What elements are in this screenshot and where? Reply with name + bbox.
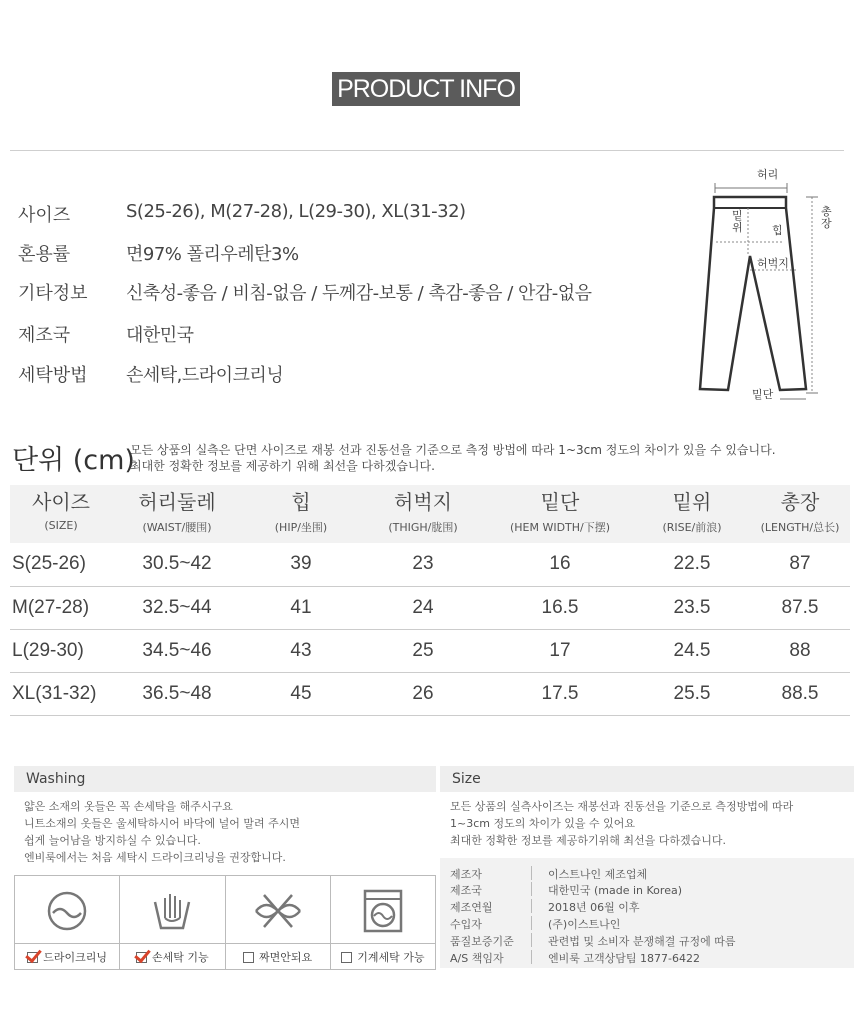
info-value: S(25-26), M(27-28), L(29-30), XL(31-32) xyxy=(126,201,466,222)
spec-key: 제조연월 xyxy=(450,899,532,913)
spec-value: 관련법 및 소비자 분쟁해결 규정에 따름 xyxy=(548,935,736,948)
info-row-origin xyxy=(18,321,194,347)
page-title: PRODUCT INFO xyxy=(332,72,520,106)
checkbox-unchecked xyxy=(341,952,352,963)
spec-key: 품질보증기준 xyxy=(450,933,532,947)
hem-label: 밑단 xyxy=(752,388,774,401)
spec-row xyxy=(450,866,647,882)
care-label: 기계세탁 가능 xyxy=(357,951,425,964)
table-cell: 87.5 xyxy=(750,586,850,629)
table-cell: 16.5 xyxy=(486,586,634,629)
care-item-dry-clean xyxy=(15,876,120,969)
pants-outline-icon xyxy=(690,164,840,410)
hip-label: 힙 xyxy=(772,224,783,237)
table-cell: 88.5 xyxy=(750,672,850,715)
table-cell: 22.5 xyxy=(634,543,750,586)
table-header-row xyxy=(10,485,850,543)
size-text xyxy=(450,798,793,849)
care-label: 드라이크리닝 xyxy=(43,951,107,964)
table-cell: S(25-26) xyxy=(10,543,112,586)
washing-line: 엔비룩에서는 처음 세탁시 드라이크리닝을 권장합니다. xyxy=(24,851,286,864)
washing-line: 쉽게 늘어남을 방지하실 수 있습니다. xyxy=(24,834,201,847)
table-header: 힙 (HIP/坐围) xyxy=(274,490,328,534)
table-cell: 88 xyxy=(750,629,850,672)
table-cell: 34.5~46 xyxy=(112,629,242,672)
table-cell: 24 xyxy=(360,586,486,629)
table-row xyxy=(10,629,850,672)
care-item-machine-wash xyxy=(331,876,435,969)
table-cell: 25.5 xyxy=(634,672,750,715)
info-value: 대한민국 xyxy=(126,325,194,346)
table-cell: 26 xyxy=(360,672,486,715)
info-row-size xyxy=(18,201,466,227)
product-spec-box xyxy=(440,858,854,968)
spec-row xyxy=(450,899,640,915)
table-cell: 30.5~42 xyxy=(112,543,242,586)
table-cell: 39 xyxy=(242,543,360,586)
spec-row xyxy=(450,933,736,949)
pants-diagram xyxy=(690,164,840,410)
waist-label: 허리 xyxy=(757,168,779,181)
spec-row xyxy=(450,916,620,932)
size-line: 최대한 정확한 정보를 제공하기위해 최선을 다하겠습니다. xyxy=(450,834,727,847)
info-row-material xyxy=(18,240,299,266)
table-cell: L(29-30) xyxy=(10,629,112,672)
checkbox-checked xyxy=(136,952,147,963)
table-cell: 36.5~48 xyxy=(112,672,242,715)
spec-value: 2018년 06월 이후 xyxy=(548,901,640,914)
hand-wash-icon xyxy=(120,882,224,940)
table-cell: 23.5 xyxy=(634,586,750,629)
info-value: 신축성-좋음 / 비침-없음 / 두께감-보통 / 촉감-좋음 / 안감-없음 xyxy=(126,283,592,304)
washing-line: 얇은 소재의 옷들은 꼭 손세탁을 해주시구요 xyxy=(24,800,233,813)
machine-wash-icon xyxy=(331,882,435,940)
care-item-hand-wash xyxy=(120,876,225,969)
info-label: 사이즈 xyxy=(18,205,71,226)
table-row xyxy=(10,672,850,715)
unit-note-line: 모든 상품의 실측은 단면 사이즈로 재봉 선과 진동선을 기준으로 측정 방법에 따라 1~3cm 정도의 차이가 있을 수 있습니다. xyxy=(130,443,776,457)
washing-text xyxy=(24,798,300,866)
size-line: 모든 상품의 실측사이즈는 재봉선과 진동선을 기준으로 측정방법에 따라 xyxy=(450,800,794,813)
spec-value: 대한민국 (made in Korea) xyxy=(548,884,682,897)
table-cell: XL(31-32) xyxy=(10,672,112,715)
unit-title: 단위 (cm) xyxy=(12,445,135,476)
info-label: 기타정보 xyxy=(18,283,88,304)
spec-row xyxy=(450,950,700,966)
length-label: 총장 xyxy=(821,205,832,230)
size-line: 1~3cm 정도의 차이가 있을 수 있어요 xyxy=(450,817,635,830)
table-cell: 87 xyxy=(750,543,850,586)
unit-note-line: 최대한 정확한 정보를 제공하기 위해 최선을 다하겠습니다. xyxy=(130,459,435,473)
care-label: 손세탁 기능 xyxy=(152,951,209,964)
size-header: Size xyxy=(440,766,854,792)
rise-label: 밑위 xyxy=(732,209,743,234)
size-table xyxy=(10,485,850,716)
table-cell: 17 xyxy=(486,629,634,672)
spec-key: 수입자 xyxy=(450,916,532,930)
table-header: 총장 (LENGTH/总长) xyxy=(760,490,840,534)
info-label: 제조국 xyxy=(18,325,71,346)
info-value: 손세탁,드라이크리닝 xyxy=(126,365,284,386)
table-header: 밑단 (HEM WIDTH/下摆) xyxy=(509,490,611,534)
table-cell: 25 xyxy=(360,629,486,672)
table-cell: M(27-28) xyxy=(10,586,112,629)
table-row xyxy=(10,586,850,629)
info-label: 혼용률 xyxy=(18,244,71,265)
table-header: 사이즈 (SIZE) xyxy=(32,490,90,532)
info-label: 세탁방법 xyxy=(18,365,88,386)
care-icons xyxy=(14,875,436,970)
care-label: 짜면안되요 xyxy=(259,951,313,964)
table-cell: 23 xyxy=(360,543,486,586)
care-item-no-wring xyxy=(226,876,331,969)
table-cell: 43 xyxy=(242,629,360,672)
table-cell: 45 xyxy=(242,672,360,715)
thigh-label: 허벅지 xyxy=(757,257,789,270)
washing-line: 니트소재의 옷들은 울세탁하시어 바닥에 널어 말려 주시면 xyxy=(24,817,301,830)
table-cell: 24.5 xyxy=(634,629,750,672)
table-cell: 17.5 xyxy=(486,672,634,715)
spec-value: 엔비룩 고객상담팀 1877-6422 xyxy=(548,952,700,965)
spec-key: A/S 책임자 xyxy=(450,950,532,964)
spec-key: 제조자 xyxy=(450,866,532,880)
info-value: 면97% 폴리우레탄3% xyxy=(126,244,299,265)
spec-value: 이스트나인 제조업체 xyxy=(548,868,648,881)
washing-header: Washing xyxy=(14,766,436,792)
table-header: 허벅지 (THIGH/胧围) xyxy=(388,490,458,534)
table-cell: 32.5~44 xyxy=(112,586,242,629)
checkbox-unchecked xyxy=(243,952,254,963)
spec-key: 제조국 xyxy=(450,882,532,896)
table-header: 밑위 (RISE/前浪) xyxy=(662,490,722,534)
dry-clean-icon xyxy=(15,882,119,940)
table-cell: 16 xyxy=(486,543,634,586)
table-header: 허리둘레 (WAIST/腰围) xyxy=(138,490,216,534)
table-row xyxy=(10,543,850,586)
info-row-etc xyxy=(18,279,592,305)
checkbox-checked xyxy=(27,952,38,963)
spec-row xyxy=(450,882,682,898)
divider xyxy=(10,150,844,151)
spec-value: (주)이스트나인 xyxy=(548,918,621,931)
no-wring-icon xyxy=(226,882,330,940)
table-cell: 41 xyxy=(242,586,360,629)
info-row-washing xyxy=(18,361,283,387)
unit-note xyxy=(130,442,776,474)
